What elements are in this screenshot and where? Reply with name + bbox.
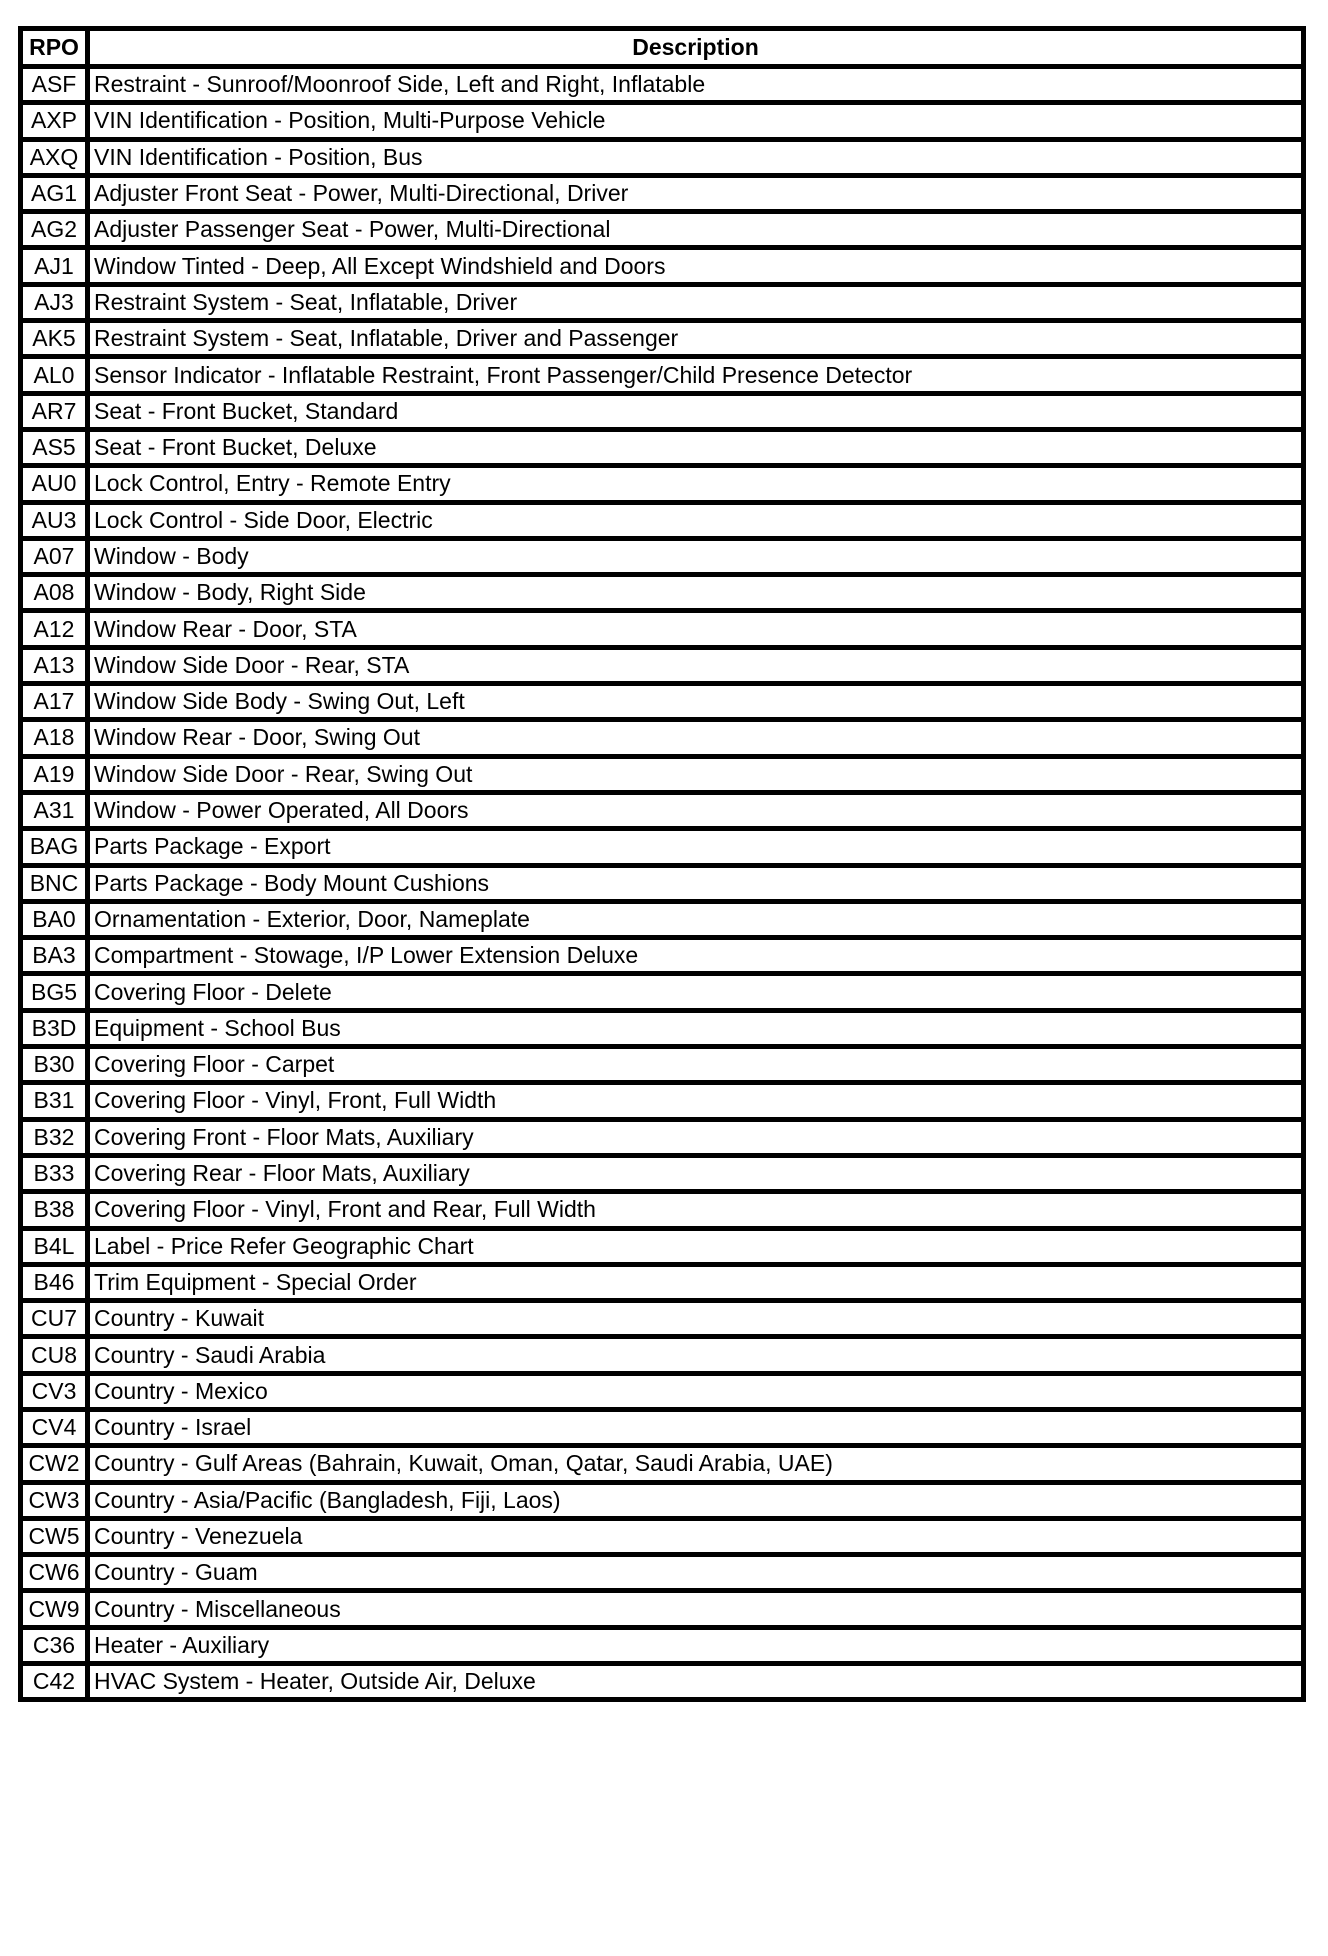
- rpo-code: CU8: [21, 1337, 88, 1373]
- description: Sensor Indicator - Inflatable Restraint, Front Passenger/Child Presence Detector: [88, 357, 1304, 393]
- description: Restraint System - Seat, Inflatable, Driver and Passenger: [88, 321, 1304, 357]
- description: Covering Floor - Carpet: [88, 1047, 1304, 1083]
- table-row: [21, 1373, 1304, 1409]
- table-row: [21, 1047, 1304, 1083]
- description: Seat - Front Bucket, Standard: [88, 393, 1304, 429]
- rpo-code: AR7: [21, 393, 88, 429]
- rpo-code: BAG: [21, 829, 88, 865]
- description: Country - Miscellaneous: [88, 1591, 1304, 1627]
- description: HVAC System - Heater, Outside Air, Deluxe: [88, 1664, 1304, 1700]
- description: Country - Asia/Pacific (Bangladesh, Fiji, Laos): [88, 1482, 1304, 1518]
- table-row: [21, 139, 1304, 175]
- table-row: [21, 901, 1304, 937]
- rpo-code: C42: [21, 1664, 88, 1700]
- description: Parts Package - Body Mount Cushions: [88, 865, 1304, 901]
- description: Country - Israel: [88, 1409, 1304, 1445]
- rpo-header: RPO: [21, 29, 88, 67]
- table-row: [21, 212, 1304, 248]
- table-row: [21, 1482, 1304, 1518]
- table-row: [21, 248, 1304, 284]
- description: Window - Body, Right Side: [88, 575, 1304, 611]
- description: Covering Floor - Delete: [88, 974, 1304, 1010]
- rpo-code: AXP: [21, 103, 88, 139]
- description: Window Rear - Door, Swing Out: [88, 720, 1304, 756]
- rpo-code: AXQ: [21, 139, 88, 175]
- table-row: [21, 1010, 1304, 1046]
- table-row: [21, 1627, 1304, 1663]
- table-row: [21, 429, 1304, 465]
- description: Covering Front - Floor Mats, Auxiliary: [88, 1119, 1304, 1155]
- table-row: [21, 792, 1304, 828]
- table-row: [21, 1083, 1304, 1119]
- rpo-code: B38: [21, 1192, 88, 1228]
- rpo-code: CW3: [21, 1482, 88, 1518]
- description: Adjuster Passenger Seat - Power, Multi-Directional: [88, 212, 1304, 248]
- description: Restraint - Sunroof/Moonroof Side, Left and Right, Inflatable: [88, 67, 1304, 103]
- description: Country - Kuwait: [88, 1301, 1304, 1337]
- header-row: [21, 29, 1304, 67]
- table-row: [21, 175, 1304, 211]
- rpo-code: AU3: [21, 502, 88, 538]
- rpo-code: A13: [21, 647, 88, 683]
- description: Window - Body: [88, 538, 1304, 574]
- description: Covering Floor - Vinyl, Front and Rear, Full Width: [88, 1192, 1304, 1228]
- rpo-code: B32: [21, 1119, 88, 1155]
- rpo-code: CV3: [21, 1373, 88, 1409]
- description: Country - Venezuela: [88, 1518, 1304, 1554]
- table-row: [21, 67, 1304, 103]
- rpo-code: AL0: [21, 357, 88, 393]
- description: Covering Floor - Vinyl, Front, Full Width: [88, 1083, 1304, 1119]
- rpo-code: AJ1: [21, 248, 88, 284]
- table-row: [21, 1228, 1304, 1264]
- table-row: [21, 756, 1304, 792]
- table-row: [21, 538, 1304, 574]
- rpo-code: A07: [21, 538, 88, 574]
- table-row: [21, 720, 1304, 756]
- description: Covering Rear - Floor Mats, Auxiliary: [88, 1155, 1304, 1191]
- rpo-code: CW6: [21, 1555, 88, 1591]
- table-row: [21, 611, 1304, 647]
- rpo-code: A18: [21, 720, 88, 756]
- table-row: [21, 829, 1304, 865]
- table-row: [21, 1555, 1304, 1591]
- description: Window Tinted - Deep, All Except Windshield and Doors: [88, 248, 1304, 284]
- description: Trim Equipment - Special Order: [88, 1264, 1304, 1300]
- rpo-code: B31: [21, 1083, 88, 1119]
- description: Lock Control, Entry - Remote Entry: [88, 466, 1304, 502]
- description: VIN Identification - Position, Multi-Purpose Vehicle: [88, 103, 1304, 139]
- description: Ornamentation - Exterior, Door, Nameplate: [88, 901, 1304, 937]
- rpo-code: AU0: [21, 466, 88, 502]
- table-row: [21, 1192, 1304, 1228]
- description: Heater - Auxiliary: [88, 1627, 1304, 1663]
- table-row: [21, 1518, 1304, 1554]
- table-row: [21, 684, 1304, 720]
- description: Seat - Front Bucket, Deluxe: [88, 429, 1304, 465]
- rpo-code: A08: [21, 575, 88, 611]
- description: Label - Price Refer Geographic Chart: [88, 1228, 1304, 1264]
- rpo-code: B33: [21, 1155, 88, 1191]
- table-row: [21, 1446, 1304, 1482]
- description: Country - Saudi Arabia: [88, 1337, 1304, 1373]
- description: Window Side Door - Rear, STA: [88, 647, 1304, 683]
- table-row: [21, 865, 1304, 901]
- table-row: [21, 1664, 1304, 1700]
- table-row: [21, 466, 1304, 502]
- table-row: [21, 974, 1304, 1010]
- rpo-code: CW9: [21, 1591, 88, 1627]
- rpo-code: B30: [21, 1047, 88, 1083]
- rpo-table: [18, 26, 1306, 1702]
- description-header: Description: [88, 29, 1304, 67]
- table-row: [21, 1155, 1304, 1191]
- table-row: [21, 1409, 1304, 1445]
- description: Parts Package - Export: [88, 829, 1304, 865]
- rpo-code: CW2: [21, 1446, 88, 1482]
- description: Window Rear - Door, STA: [88, 611, 1304, 647]
- rpo-code: CU7: [21, 1301, 88, 1337]
- table-row: [21, 357, 1304, 393]
- rpo-code: ASF: [21, 67, 88, 103]
- rpo-code: BA3: [21, 938, 88, 974]
- description: Equipment - School Bus: [88, 1010, 1304, 1046]
- description: Lock Control - Side Door, Electric: [88, 502, 1304, 538]
- rpo-code: AJ3: [21, 284, 88, 320]
- rpo-code: CV4: [21, 1409, 88, 1445]
- rpo-code: AG1: [21, 175, 88, 211]
- table-row: [21, 938, 1304, 974]
- table-row: [21, 103, 1304, 139]
- description: VIN Identification - Position, Bus: [88, 139, 1304, 175]
- rpo-code: AG2: [21, 212, 88, 248]
- table-row: [21, 1119, 1304, 1155]
- description: Country - Mexico: [88, 1373, 1304, 1409]
- rpo-code: C36: [21, 1627, 88, 1663]
- rpo-code: AS5: [21, 429, 88, 465]
- table-row: [21, 393, 1304, 429]
- table-row: [21, 1301, 1304, 1337]
- description: Restraint System - Seat, Inflatable, Driver: [88, 284, 1304, 320]
- description: Country - Guam: [88, 1555, 1304, 1591]
- description: Adjuster Front Seat - Power, Multi-Directional, Driver: [88, 175, 1304, 211]
- description: Window Side Door - Rear, Swing Out: [88, 756, 1304, 792]
- table-row: [21, 284, 1304, 320]
- rpo-code: A12: [21, 611, 88, 647]
- rpo-code: BNC: [21, 865, 88, 901]
- table-row: [21, 1337, 1304, 1373]
- rpo-code: B46: [21, 1264, 88, 1300]
- table-row: [21, 1264, 1304, 1300]
- rpo-code: A17: [21, 684, 88, 720]
- description: Window - Power Operated, All Doors: [88, 792, 1304, 828]
- rpo-code: BA0: [21, 901, 88, 937]
- table-row: [21, 575, 1304, 611]
- description: Window Side Body - Swing Out, Left: [88, 684, 1304, 720]
- table-row: [21, 321, 1304, 357]
- rpo-code: BG5: [21, 974, 88, 1010]
- table-row: [21, 1591, 1304, 1627]
- rpo-code: B3D: [21, 1010, 88, 1046]
- rpo-code: A31: [21, 792, 88, 828]
- rpo-code: B4L: [21, 1228, 88, 1264]
- rpo-code: A19: [21, 756, 88, 792]
- description: Compartment - Stowage, I/P Lower Extension Deluxe: [88, 938, 1304, 974]
- table-row: [21, 647, 1304, 683]
- rpo-code: AK5: [21, 321, 88, 357]
- table-row: [21, 502, 1304, 538]
- rpo-code: CW5: [21, 1518, 88, 1554]
- description: Country - Gulf Areas (Bahrain, Kuwait, Oman, Qatar, Saudi Arabia, UAE): [88, 1446, 1304, 1482]
